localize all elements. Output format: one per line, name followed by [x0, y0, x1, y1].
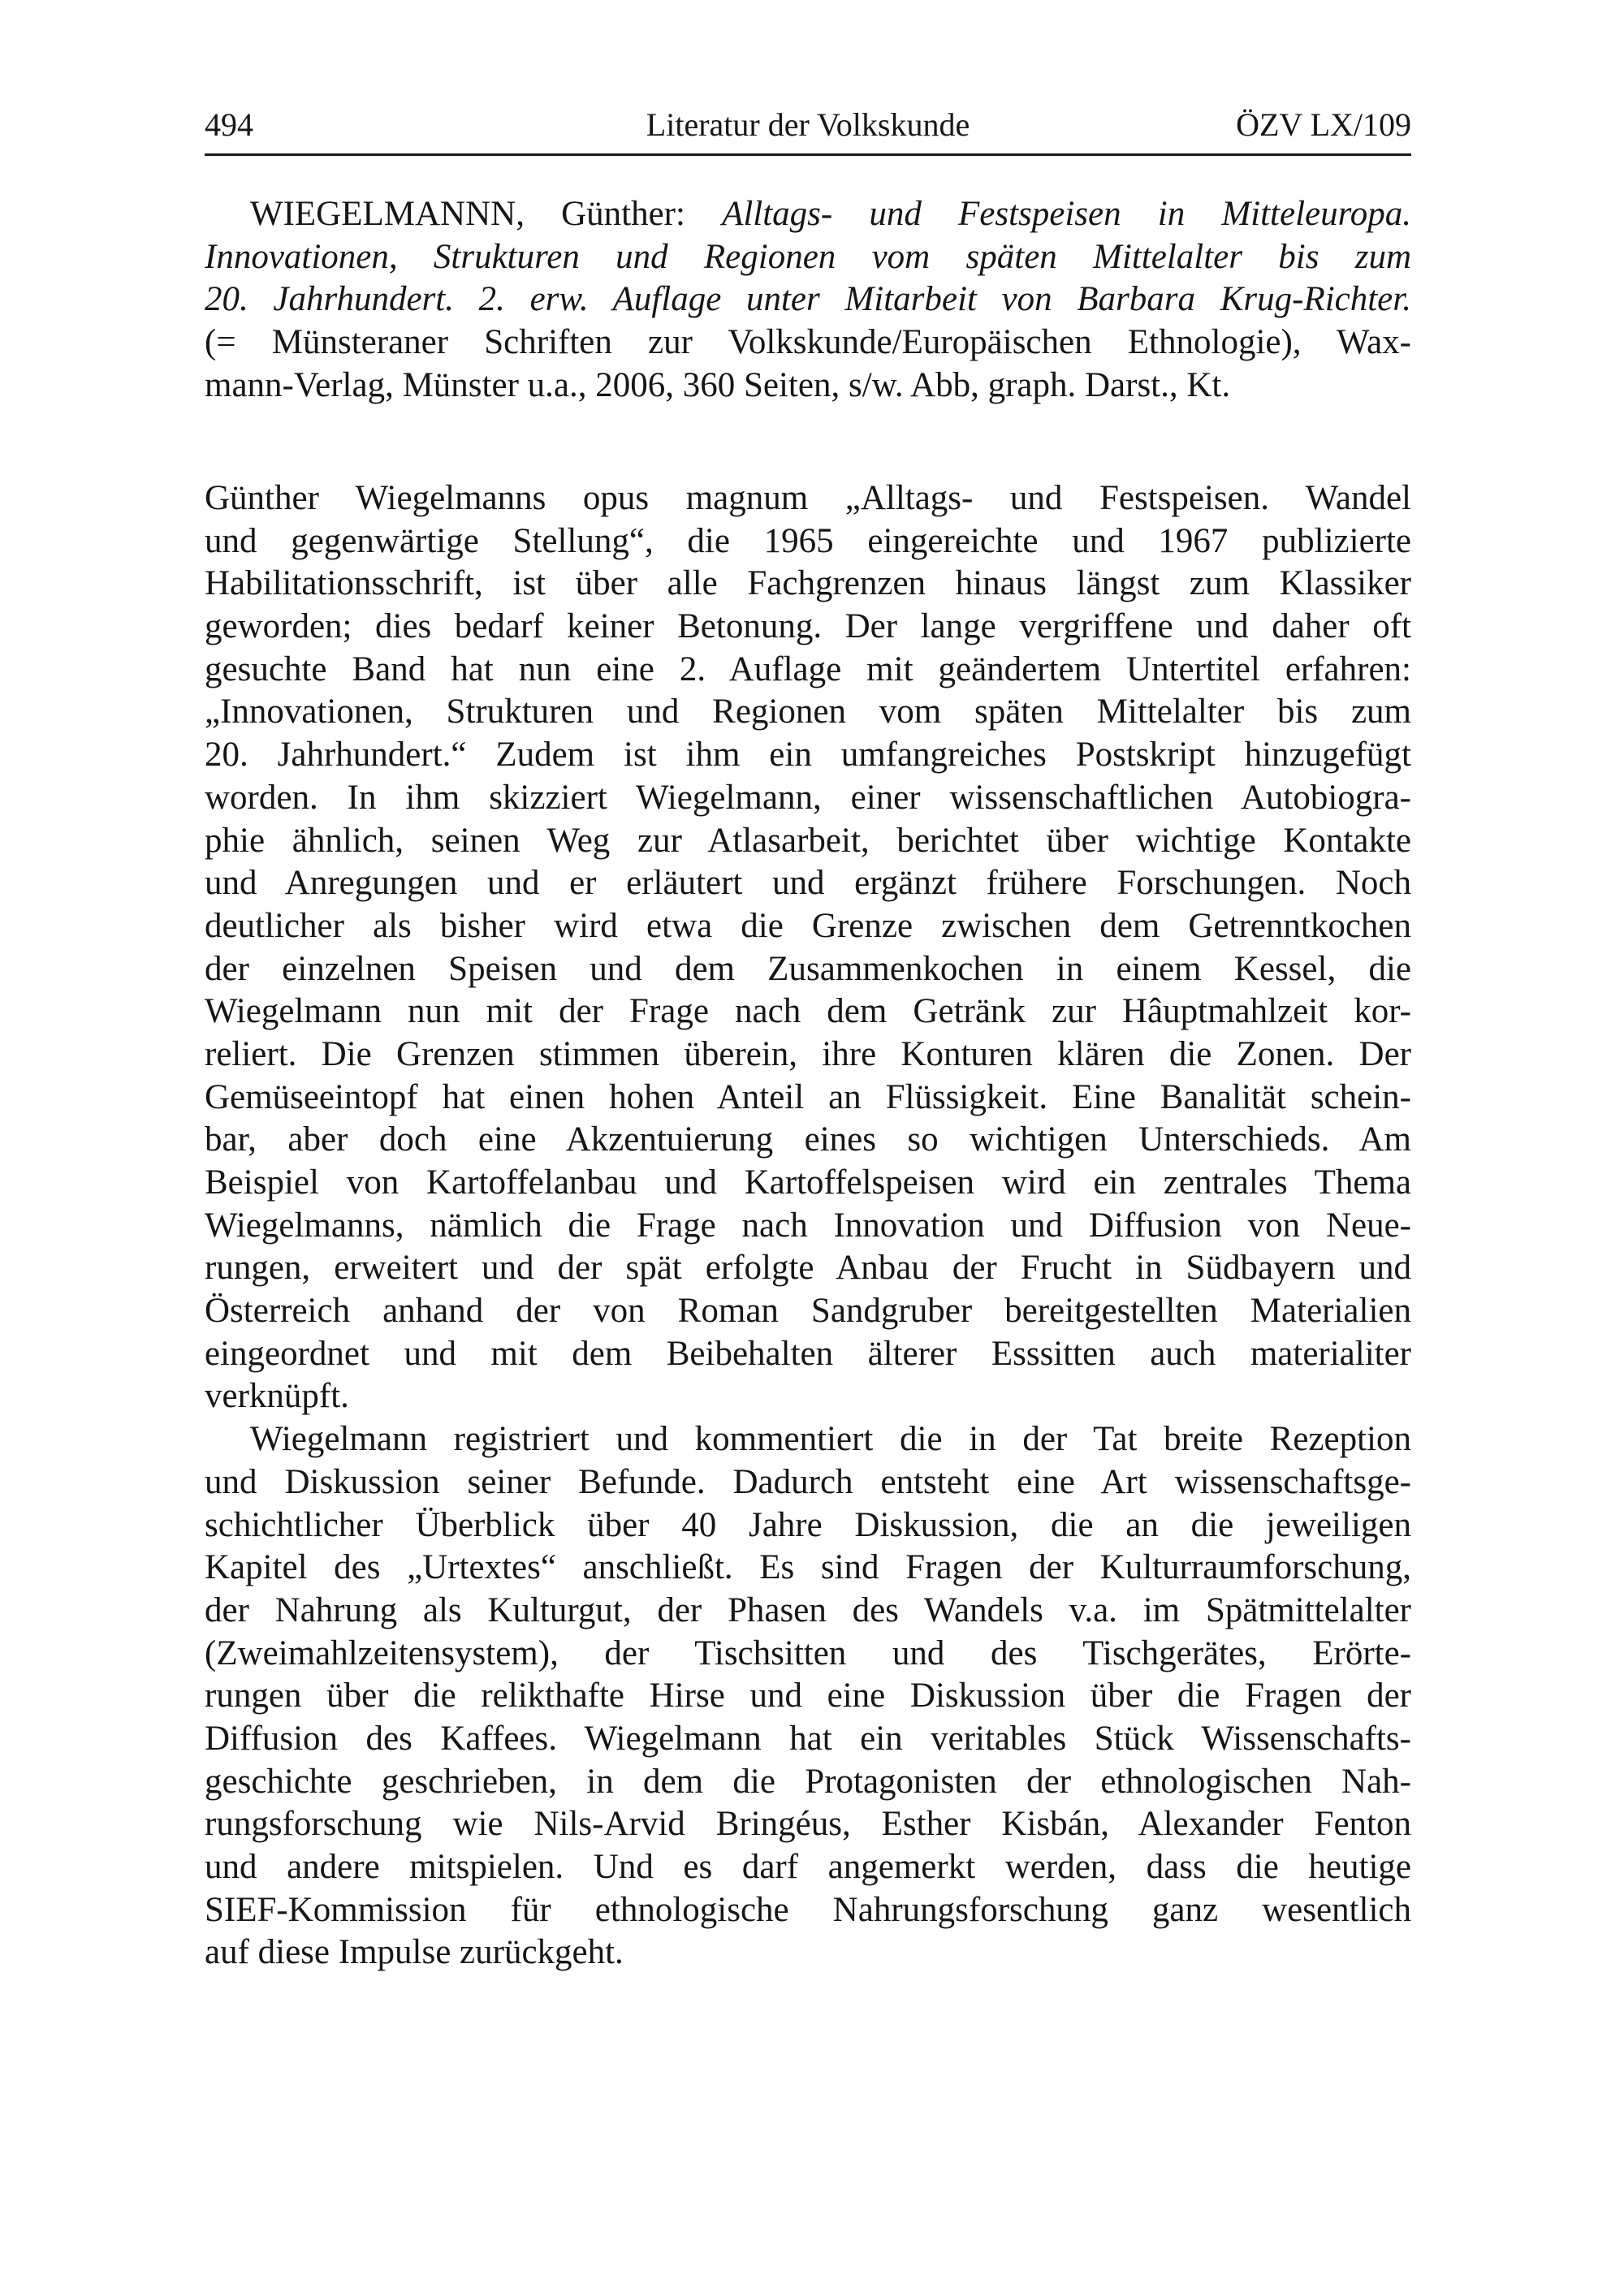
text-line: deutlicher als bisher wird etwa die Grenze zwischen dem Getrenntkochen: [205, 906, 1411, 945]
citation-line: mann-Verlag, Münster u.a., 2006, 360 Seiten, s/w. Abb, graph. Darst., Kt.: [205, 365, 1231, 404]
text-line: der einzelnen Speisen und dem Zusammenkochen in einem Kessel, die: [205, 949, 1411, 988]
text-line: Wiegelmann registriert und kommentiert die in der Tat breite Rezeption: [250, 1420, 1411, 1459]
text-line: rungen über die relikthafte Hirse und eine Diskussion über die Fragen der: [205, 1677, 1411, 1716]
journal-reference: ÖZV LX/109: [1236, 106, 1411, 143]
text-line: geworden; dies bedarf keiner Betonung. Der lange vergriffene und daher oft: [205, 607, 1411, 646]
text-line: und Anregungen und er erläutert und ergänzt frühere Forschungen. Noch: [205, 864, 1411, 903]
text-line: schichtlicher Überblick über 40 Jahre Diskussion, die an die jeweiligen: [205, 1505, 1411, 1544]
text-line: und andere mitspielen. Und es darf angemerkt werden, dass die heutige: [205, 1848, 1411, 1886]
text-line: reliert. Die Grenzen stimmen überein, ihre Konturen klären die Zonen. Der: [205, 1034, 1411, 1073]
text-line: (Zweimahlzeitensystem), der Tischsitten und des Tischgerätes, Erörte-: [205, 1634, 1411, 1672]
text-line: SIEF-Kommission für ethnologische Nahrungsforschung ganz wesentlich: [205, 1890, 1411, 1929]
text-line: und gegenwärtige Stellung“, die 1965 eingereichte und 1967 publizierte: [205, 521, 1411, 560]
text-line: gesuchte Band hat nun eine 2. Auflage mit geändertem Untertitel erfahren:: [205, 650, 1411, 688]
bibliographic-citation: [205, 193, 1411, 407]
text-line: Günther Wiegelmanns opus magnum „Alltags- und Festspeisen. Wandel: [205, 479, 1411, 517]
text-line: Kapitel des „Urtextes“ anschließt. Es sind Fragen der Kulturraumforschung,: [205, 1548, 1411, 1587]
review-text: [205, 477, 1411, 1974]
text-line: phie ähnlich, seinen Weg zur Atlasarbeit, berichtet über wichtige Kontakte: [205, 821, 1411, 860]
text-line: Gemüseeintopf hat einen hohen Anteil an Flüssigkeit. Eine Banalität schein-: [205, 1077, 1411, 1116]
text-line: verknüpft.: [205, 1377, 349, 1416]
running-title: Literatur der Volkskunde: [646, 106, 970, 143]
text-line: Österreich anhand der von Roman Sandgruber bereitgestellten Materialien: [205, 1292, 1411, 1331]
header-rule: [205, 153, 1411, 156]
text-line: auf diese Impulse zurückgeht.: [205, 1933, 624, 1972]
citation-line: (= Münsteraner Schriften zur Volkskunde/Europäischen Ethnologie), Wax-: [205, 323, 1411, 362]
paragraph-2: [205, 1418, 1411, 1974]
text-line: geschichte geschrieben, in dem die Protagonisten der ethnologischen Nah-: [205, 1762, 1411, 1801]
text-line: rungen, erweitert und der spät erfolgte Anbau der Frucht in Südbayern und: [205, 1249, 1411, 1288]
text-line: worden. In ihm skizziert Wiegelmann, einer wissenschaftlichen Autobiogra-: [205, 778, 1411, 817]
text-line: und Diskussion seiner Befunde. Dadurch entsteht eine Art wissenschaftsge-: [205, 1462, 1411, 1501]
text-line: 20. Jahrhundert.“ Zudem ist ihm ein umfangreiches Postskript hinzugefügt: [205, 736, 1411, 775]
paragraph-1: [205, 477, 1411, 1418]
text-line: Habilitationsschrift, ist über alle Fachgrenzen hinaus längst zum Klassiker: [205, 564, 1411, 603]
text-line: Beispiel von Kartoffelanbau und Kartoffelspeisen wird ein zentrales Thema: [205, 1163, 1411, 1202]
running-header: [205, 101, 1411, 149]
citation-line: Innovationen, Strukturen und Regionen vom späten Mittelalter bis zum: [205, 237, 1411, 276]
page-number: 494: [205, 106, 253, 143]
text-line: bar, aber doch eine Akzentuierung eines so wichtigen Unterschieds. Am: [205, 1120, 1411, 1159]
text-line: der Nahrung als Kulturgut, der Phasen des Wandels v.a. im Spätmittelalter: [205, 1590, 1411, 1629]
text-line: rungsforschung wie Nils-Arvid Bringéus, Esther Kisbán, Alexander Fenton: [205, 1805, 1411, 1844]
text-line: „Innovationen, Strukturen und Regionen vom späten Mittelalter bis zum: [205, 693, 1411, 732]
text-line: Wiegelmann nun mit der Frage nach dem Getränk zur Hâuptmahlzeit kor-: [205, 992, 1411, 1031]
citation-line: 20. Jahrhundert. 2. erw. Auflage unter Mitarbeit von Barbara Krug-Richter.: [205, 280, 1411, 319]
citation-line: WIEGELMANNN, Günther: Alltags- und Festspeisen in Mitteleuropa.: [250, 195, 1411, 233]
text-line: eingeordnet und mit dem Beibehalten älterer Esssitten auch materialiter: [205, 1334, 1411, 1373]
text-line: Diffusion des Kaffees. Wiegelmann hat ein veritables Stück Wissenschafts-: [205, 1719, 1411, 1758]
text-line: Wiegelmanns, nämlich die Frage nach Innovation und Diffusion von Neue-: [205, 1206, 1411, 1245]
